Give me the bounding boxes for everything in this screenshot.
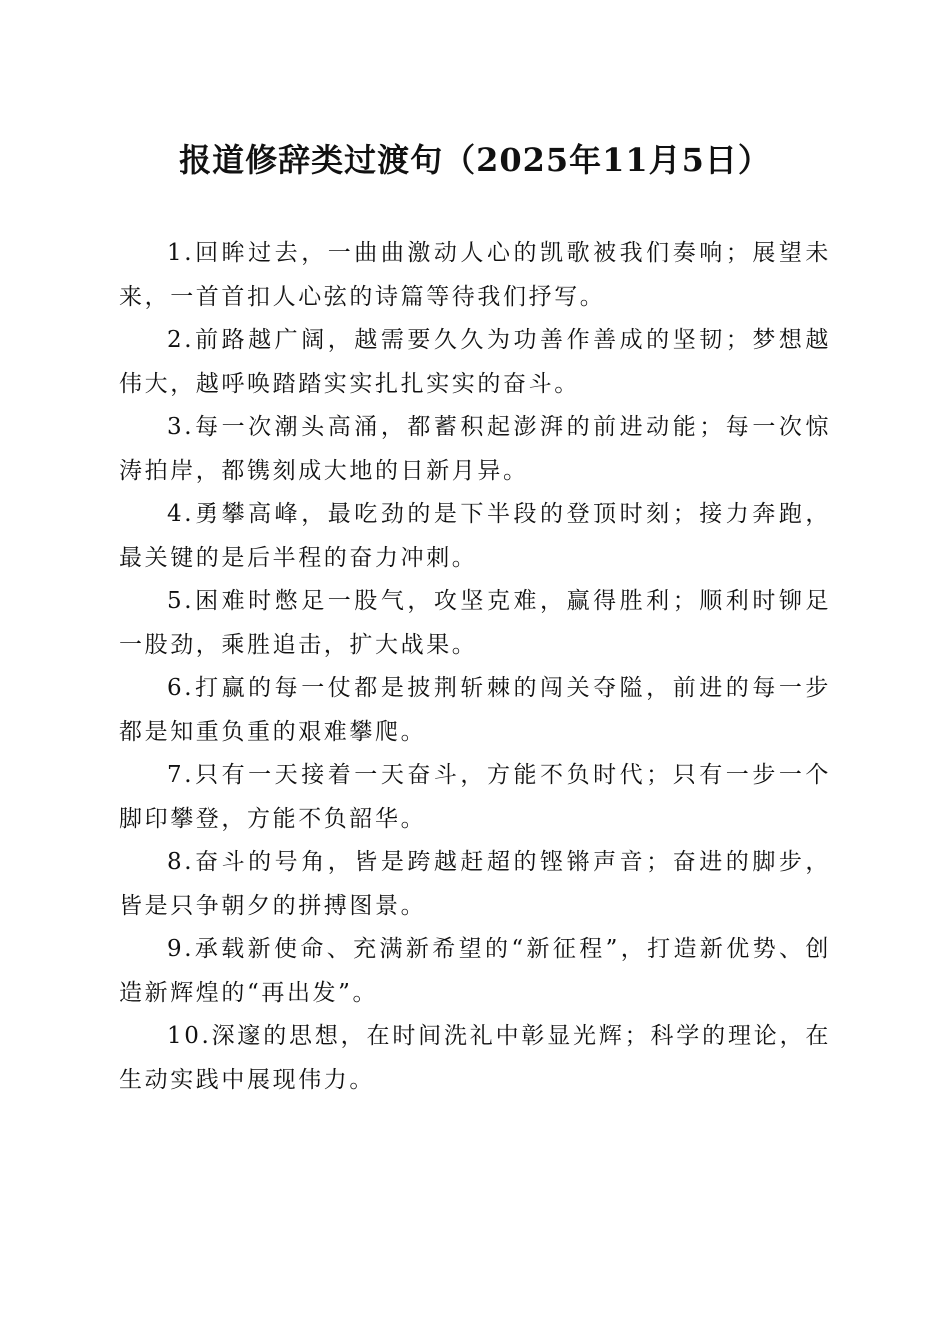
paragraph-8: 8.奋斗的号角，皆是跨越赶超的铿锵声音；奋进的脚步，皆是只争朝夕的拼搏图景。	[119, 849, 831, 919]
paragraph-5: 5.困难时憋足一股气，攻坚克难，赢得胜利；顺利时铆足一股劲，乘胜追击，扩大战果。	[119, 588, 831, 658]
paragraph-3: 3.每一次潮头高涌，都蓄积起澎湃的前进动能；每一次惊涛拍岸，都镌刻成大地的日新月异。	[119, 414, 831, 484]
paragraph-2: 2.前路越广阔，越需要久久为功善作善成的坚韧；梦想越伟大，越呼唤踏踏实实扎扎实实的奋斗。	[119, 327, 831, 397]
paragraph-7: 7.只有一天接着一天奋斗，方能不负时代；只有一步一个脚印攀登，方能不负韶华。	[119, 762, 831, 832]
paragraph-10: 10.深邃的思想，在时间洗礼中彰显光辉；科学的理论，在生动实践中展现伟力。	[119, 1023, 831, 1093]
document-title: 报道修辞类过渡句（2025年11月5日）	[179, 141, 771, 179]
paragraph-4: 4.勇攀高峰，最吃劲的是下半段的登顶时刻；接力奔跑，最关键的是后半程的奋力冲刺。	[119, 501, 831, 571]
paragraph-1: 1.回眸过去，一曲曲激动人心的凯歌被我们奏响；展望未来，一首首扣人心弦的诗篇等待我们抒写。	[119, 240, 831, 310]
paragraph-6: 6.打赢的每一仗都是披荆斩棘的闯关夺隘，前进的每一步都是知重负重的艰难攀爬。	[119, 675, 831, 745]
paragraph-9: 9.承载新使命、充满新希望的“新征程”，打造新优势、创造新辉煌的“再出发”。	[119, 936, 831, 1006]
paragraph-list	[119, 232, 831, 1102]
